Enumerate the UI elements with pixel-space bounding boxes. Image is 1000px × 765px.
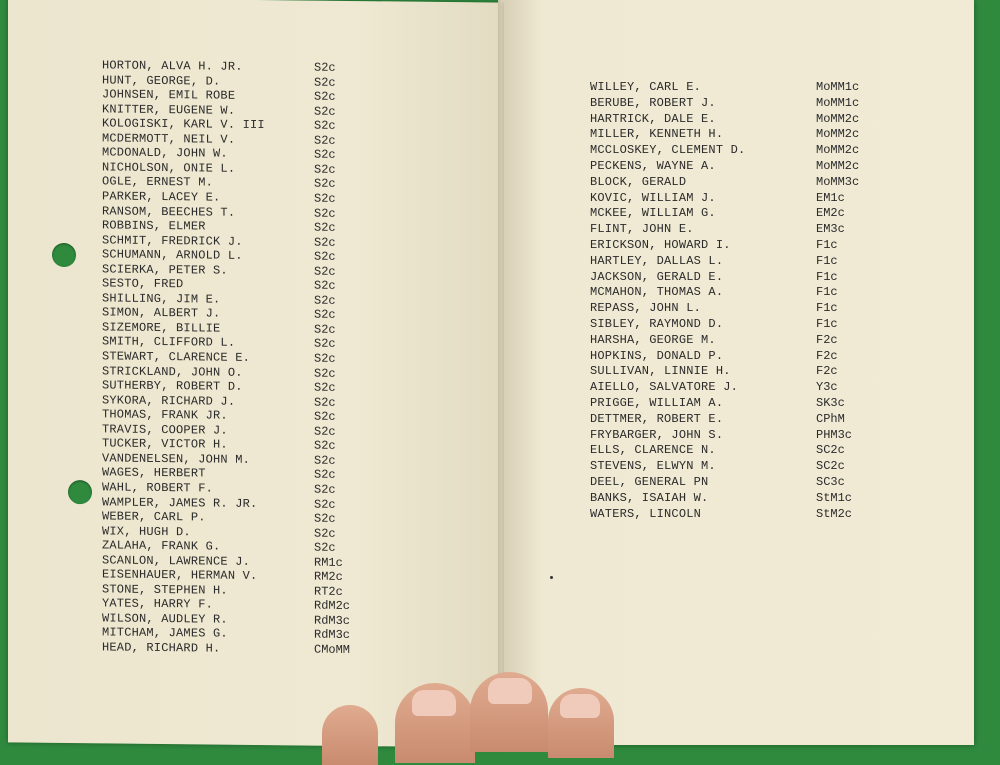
- crew-name: HARTRICK, DALE E.: [590, 111, 716, 126]
- crew-rating: F1c: [816, 285, 838, 300]
- crew-name: WAMPLER, JAMES R. JR.: [102, 494, 258, 511]
- crew-rating: RdM3c: [314, 628, 351, 643]
- crew-rating: MoMM3c: [816, 174, 860, 189]
- right-page: [504, 0, 974, 745]
- crew-rating: SC3c: [816, 475, 845, 489]
- crew-name: SHILLING, JIM E.: [102, 291, 221, 307]
- crew-name: SCHUMANN, ARNOLD L.: [102, 247, 243, 264]
- crew-rating: S2c: [314, 176, 336, 192]
- crew-name: SIMON, ALBERT J.: [102, 305, 221, 321]
- crew-name: BERUBE, ROBERT J.: [590, 95, 716, 110]
- crew-name: STEVENS, ELWYN M.: [590, 459, 716, 474]
- crew-name: STONE, STEPHEN H.: [102, 582, 228, 598]
- crew-rating: F2c: [816, 364, 838, 379]
- crew-rating: S2c: [314, 162, 336, 177]
- crew-name: DEEL, GENERAL PN: [590, 475, 709, 489]
- crew-rating: S2c: [314, 482, 336, 497]
- crew-name: MILLER, KENNETH H.: [590, 127, 724, 142]
- crew-rating: PHM3c: [816, 427, 853, 442]
- crew-name: TRAVIS, COOPER J.: [102, 422, 228, 438]
- crew-name: HARTLEY, DALLAS L.: [590, 253, 724, 268]
- crew-name: MCDONALD, JOHN W.: [102, 145, 228, 162]
- crew-name: YATES, HARRY F.: [102, 596, 214, 612]
- crew-name: PARKER, LACEY E.: [102, 189, 221, 205]
- fingernail-2: [488, 678, 532, 704]
- crew-name: ERICKSON, HOWARD I.: [590, 238, 731, 252]
- crew-rating: S2c: [314, 264, 336, 279]
- crew-name: HARSHA, GEORGE M.: [590, 332, 716, 347]
- crew-rating: S2c: [314, 147, 336, 163]
- crew-rating: MoMM1c: [816, 80, 860, 94]
- crew-name: SMITH, CLIFFORD L.: [102, 334, 236, 351]
- crew-name: RANSOM, BEECHES T.: [102, 203, 236, 220]
- crew-name: SCHMIT, FREDRICK J.: [102, 232, 243, 249]
- crew-name: PRIGGE, WILLIAM A.: [590, 396, 724, 410]
- crew-rating: RM2c: [314, 569, 343, 585]
- crew-name: DETTMER, ROBERT E.: [590, 411, 724, 426]
- crew-name: WILLEY, CARL E.: [590, 80, 702, 94]
- crew-name: JOHNSEN, EMIL ROBE: [102, 87, 236, 103]
- crew-rating: S2c: [314, 424, 336, 439]
- crew-rating: S2c: [314, 249, 336, 264]
- crew-rating: F1c: [816, 317, 838, 331]
- crew-name: ZALAHA, FRANK G.: [102, 538, 221, 554]
- crew-rating: EM2c: [816, 206, 845, 221]
- crew-rating: MoMM2c: [816, 143, 860, 158]
- crew-rating: S2c: [314, 366, 336, 381]
- crew-name: WATERS, LINCOLN: [590, 506, 702, 521]
- crew-rating: S2c: [314, 409, 336, 425]
- crew-rating: S2c: [314, 526, 336, 541]
- crew-rating: SC2c: [816, 443, 845, 458]
- crew-rating: RdM3c: [314, 613, 351, 628]
- thumb: [322, 705, 378, 765]
- crew-rating: S2c: [314, 467, 336, 483]
- crew-name: EISENHAUER, HERMAN V.: [102, 567, 258, 584]
- crew-rating: S2c: [314, 191, 336, 206]
- crew-name: HUNT, GEORGE, D.: [102, 72, 221, 89]
- crew-rating: RM1c: [314, 555, 343, 570]
- crew-name: ROBBINS, ELMER: [102, 218, 206, 234]
- crew-name: SCANLON, LAWRENCE J.: [102, 553, 251, 569]
- crew-name: STEWART, CLARENCE E.: [102, 349, 251, 365]
- crew-name: FLINT, JOHN E.: [590, 222, 694, 237]
- crew-rating: MoMM1c: [816, 95, 860, 110]
- crew-rating: S2c: [314, 60, 336, 75]
- binder-hole-top: [52, 243, 76, 267]
- crew-name: HOPKINS, DONALD P.: [590, 348, 724, 363]
- crew-rating: RdM2c: [314, 598, 351, 614]
- crew-name: KOVIC, WILLIAM J.: [590, 190, 716, 205]
- crew-rating: S2c: [314, 293, 336, 308]
- crew-name: MCMAHON, THOMAS A.: [590, 285, 724, 300]
- crew-rating: S2c: [314, 133, 336, 148]
- crew-name: VANDENELSEN, JOHN M.: [102, 451, 251, 467]
- fingernail-3: [560, 694, 600, 718]
- crew-name: FRYBARGER, JOHN S.: [590, 427, 724, 442]
- crew-rating: F1c: [816, 253, 838, 268]
- crew-name: TUCKER, VICTOR H.: [102, 436, 228, 453]
- crew-rating: StM1c: [816, 490, 853, 505]
- crew-name: WEBER, CARL P.: [102, 509, 206, 525]
- crew-name: HORTON, ALVA H. JR.: [102, 58, 243, 74]
- crew-rating: S2c: [314, 395, 336, 410]
- crew-rating: S2c: [314, 380, 336, 395]
- crew-name: THOMAS, FRANK JR.: [102, 407, 228, 423]
- crew-rating: S2c: [314, 337, 336, 352]
- crew-name: STRICKLAND, JOHN O.: [102, 363, 243, 380]
- crew-rating: StM2c: [816, 506, 853, 521]
- crew-name: MCDERMOTT, NEIL V.: [102, 131, 236, 147]
- crew-rating: S2c: [314, 497, 336, 512]
- crew-name: MCCLOSKEY, CLEMENT D.: [590, 143, 746, 158]
- crew-rating: F1c: [816, 238, 838, 252]
- crew-name: SESTO, FRED: [102, 276, 184, 292]
- crew-rating: F1c: [816, 269, 838, 284]
- crew-rating: S2c: [314, 438, 336, 454]
- crew-rating: S2c: [314, 206, 336, 221]
- crew-name: NICHOLSON, ONIE L.: [102, 160, 236, 176]
- crew-rating: S2c: [314, 322, 336, 337]
- crew-rating: S2c: [314, 220, 336, 235]
- binder-hole-bottom: [68, 480, 92, 504]
- crew-name: SYKORA, RICHARD J.: [102, 393, 236, 409]
- crew-name: ELLS, CLARENCE N.: [590, 443, 716, 458]
- crew-name: WAGES, HERBERT: [102, 465, 206, 481]
- crew-rating: S2c: [314, 118, 336, 134]
- crew-name: JACKSON, GERALD E.: [590, 269, 724, 284]
- crew-rating: EM1c: [816, 190, 845, 205]
- crew-rating: S2c: [314, 511, 336, 526]
- crew-name: BANKS, ISAIAH W.: [590, 490, 709, 505]
- crew-name: SIZEMORE, BILLIE: [102, 320, 221, 336]
- crew-rating: S2c: [314, 351, 336, 366]
- crew-name: HEAD, RICHARD H.: [102, 640, 221, 656]
- crew-rating: F1c: [816, 301, 838, 316]
- crew-name: SUTHERBY, ROBERT D.: [102, 378, 243, 394]
- fingernail-1: [412, 690, 456, 716]
- crew-rating: S2c: [314, 75, 336, 90]
- crew-rating: S2c: [314, 278, 336, 294]
- crew-rating: S2c: [314, 104, 336, 119]
- crew-name: BLOCK, GERALD: [590, 174, 687, 189]
- crew-name: WIX, HUGH D.: [102, 523, 191, 539]
- crew-rating: F2c: [816, 332, 838, 347]
- crew-rating: S2c: [314, 453, 336, 468]
- crew-rating: S2c: [314, 235, 336, 250]
- crew-name: SULLIVAN, LINNIE H.: [590, 364, 731, 379]
- crew-name: OGLE, ERNEST M.: [102, 174, 214, 190]
- crew-name: MITCHAM, JAMES G.: [102, 625, 228, 642]
- crew-name: WAHL, ROBERT F.: [102, 480, 214, 496]
- crew-rating: Y3c: [816, 380, 838, 395]
- crew-rating: MoMM2c: [816, 111, 860, 126]
- crew-rating: SK3c: [816, 396, 845, 410]
- crew-rating: S2c: [314, 307, 336, 323]
- left-page: [8, 0, 504, 748]
- crew-rating: CMoMM: [314, 642, 351, 657]
- crew-rating: MoMM2c: [816, 127, 860, 142]
- crew-name: REPASS, JOHN L.: [590, 301, 702, 316]
- crew-name: WILSON, AUDLEY R.: [102, 611, 228, 627]
- crew-name: MCKEE, WILLIAM G.: [590, 206, 716, 221]
- crew-rating: SC2c: [816, 459, 845, 474]
- stray-mark: [550, 576, 553, 579]
- crew-name: SCIERKA, PETER S.: [102, 262, 228, 278]
- crew-rating: MoMM2c: [816, 159, 860, 173]
- crew-rating: F2c: [816, 348, 838, 363]
- crew-rating: S2c: [314, 540, 336, 555]
- crew-name: KOLOGISKI, KARL V. III: [102, 116, 265, 133]
- crew-rating: CPhM: [816, 411, 845, 426]
- crew-name: PECKENS, WAYNE A.: [590, 159, 716, 173]
- crew-rating: S2c: [314, 89, 336, 104]
- crew-rating: RT2c: [314, 584, 343, 599]
- left-crew-list: [8, 0, 504, 657]
- crew-name: SIBLEY, RAYMOND D.: [590, 317, 724, 331]
- crew-name: AIELLO, SALVATORE J.: [590, 380, 739, 395]
- crew-rating: EM3c: [816, 222, 845, 237]
- crew-name: KNITTER, EUGENE W.: [102, 102, 236, 118]
